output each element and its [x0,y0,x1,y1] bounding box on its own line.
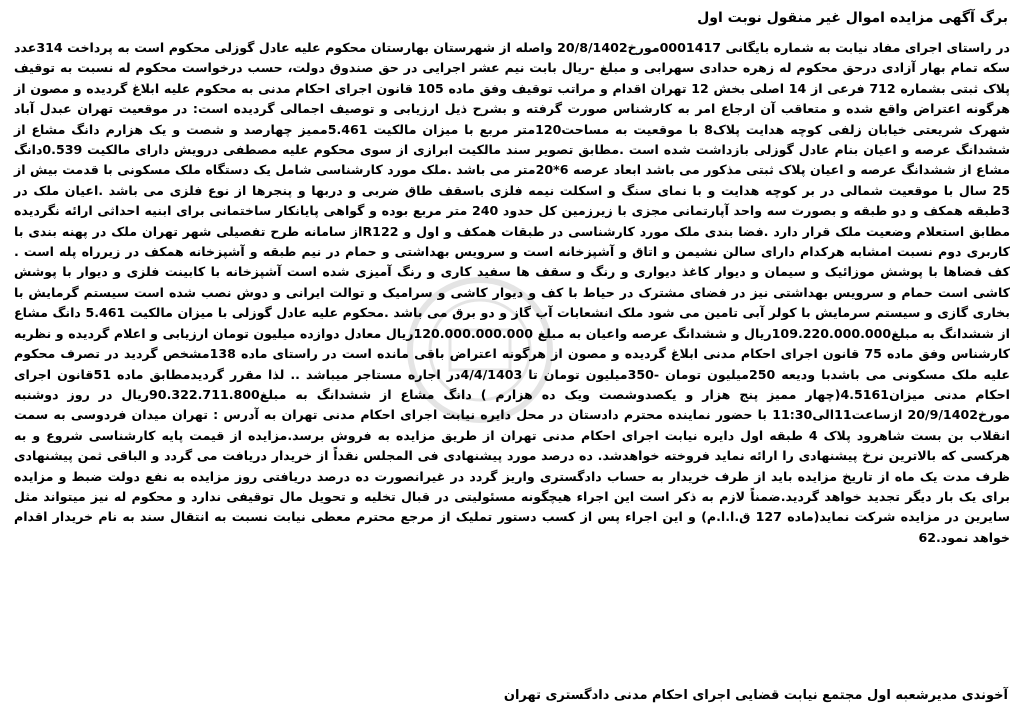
notice-body: در راستای اجرای مفاد نیابت به شماره بایگانی 0001417مورخ20/8/1402 واصله از شهرستان بهارستان محکوم علیه عادل گوزلی محکوم است به پرداخت 314عدد سکه تمام بهار آزادی درحق محکوم له زهره حدادی سهرابی و مبلغ -ریال بابت نیم عشر اجرایی در حق صندوق دولت، حسب درخواست محکوم له نسبت به توقیف پلاک ثبتی بشماره 712 فرعی از 14 اصلی بخش 12 تهران اقدام و مراتب توقیف وفق ماده 105 قانون اجرای احکام مدنی به محکوم علیه ابلاغ گردیده و مصون از هرگونه اعتراض واقع شده و متعاقب آن ارجاع امر به کارشناس صورت گرفته و بشرح ذیل ارزیابی و توصیف اجمالی گردیده است: در موقعیت تهران عبدل آباد شهرک شریعتی خیابان زلفی کوچه هدایت پلاک8 با موقعیت به مساحت120متر مربع با میزان مالکیت 5.461ممیز چهارصد و شصت و یک هزارم دانگ مشاع از ششدانگ عرصه و اعیان بنام عادل گوزلی بازداشت شده است .مطابق تصویر سند مالکیت ابرازی از سوی محکوم علیه مصطفی درویش دارای مالکیت 0.539دانگ مشاع از ششدانگ عرصه و اعیان پلاک ثبتی مذکور می باشد ابعاد عرصه 6*20متر می باشد .ملک مورد کارشناسی شامل یک دستگاه ملک مسکونی با قدمت بیش از 25 سال با موقعیت شمالی در بر کوچه هدایت و با نمای سنگ و اسکلت نیمه فلزی باسقف طاق ضربی و دربها و پنجرها از نوع فلزی می باشد .اعیان ملک در 3طبقه همکف و دو طبقه و بصورت سه واحد آپارتمانی مجزی با زیرزمین کل حدود 240 متر مربع بوده و گواهی پایانکار ساختمانی برای ابنیه احداثی ارائه نگردیده مطابق استعلام وضعیت ملک قرار دارد .فضا بندی ملک مورد کارشناسی در طبقات همکف و اول و R122از سامانه طرح تفصیلی شهر تهران ملک در پهنه بندی با کاربری دوم نسبت امشابه هرکدام دارای سالن نشیمن و اتاق و آشپزخانه است و سرویس بهداشتی و حمام در نیم طبقه و آشپزخانه همکف در زیرراه پله است . کف فضاها با پوشش موزائیک و سیمان و دیوار کاغذ دیواری و رنگ و سقف ها سفید کاری و رنگ آمیزی شده است آشپزخانه با کابینت فلزی و دیوار با پوشش کاشی است حمام و سرویس بهداشتی نیز در فضای مشترک در حیاط با کف و دیوار کاشی و سرامیک و توالت ایرانی و دوش نصب شده است سیستم گرمایش با بخاری گازی و سیستم سرمایش با کولر آبی تامین می شود ملک انشعابات آب گاز و دو برق می باشد .محکوم علیه عادل گوزلی با میزان مالکیت 5.461 دانگ مشاع از ششدانگ به مبلغ109.220.000.000ریال و ششدانگ عرصه واعیان به مبلغ 120.000.000.000ریال معادل دوازده میلیون تومان ارزیابی و اعلام گردیده و نظریه کارشناس وفق ماده 75 قانون اجرای احکام مدنی ابلاغ گردیده و مصون از هرگونه اعتراض باقی مانده است در راستای ماده 138مشخص گردید در تصرف محکوم علیه ملک مسکونی می باشدبا ودیعه 250میلیون تومان -350میلیون تومان تا 4/4/1403در اجاره مستاجر میباشد .. لذا مقرر گردیدمطابق ماده 51قانون اجرای احکام مدنی میزان4.5161(چهار ممیز پنج هزار و یکصدوشصت ویک ده هزارم ) دانگ مشاع از ششدانگ به مبلغ90.322.711.800ریال در روز دوشنبه مورخ20/9/1402 ازساعت11الی11:30 با حضور نماینده محترم دادستان در محل دایره نیابت اجرای احکام مدنی تهران به آدرس : تهران میدان فردوسی به سمت انقلاب بن بست شاهرود پلاک 4 طبقه اول دایره نیابت اجرای احکام مدنی تهران از طریق مزایده به فروش برسد.مزایده از قیمت پایه کارشناسی شروع و به هرکسی که بالاترین نرخ پیشنهادی را ارائه نماید فروخته خواهدشد. ده درصد مورد پیشنهادی فی المجلس نقداً از خریدار دریافت می گردد و الباقی ثمن پیشنهادی ظرف مدت یک ماه از تاریخ مزایده باید از طرف خریدار به حساب دادگستری واریز گردد در غیرانصورت ده درصد دریافتی روز مزایده به نفع دولت ضبط و مزایده برای یک بار دیگر تجدید خواهد گردید.ضمناً لازم به ذکر است این اجراء هیچگونه مسئولیتی در قبال تخلیه و تحویل مال توقیفی ندارد و محکوم له نیز میتواند مثل سایرین در مزایده شرکت نماید(ماده 127 ق.ا.ا.م) و این اجراء پس از کسب دستور تملیک از مرجع محترم معطی نیابت نسبت به انتقال سند به نام خریدار اقدام خواهد نمود.62 [14,40,1011,545]
notice-signature: آخوندی مدیرشعبه اول مجتمع نیابت قضایی اجرای احکام مدنی دادگستری تهران [503,688,1008,703]
notice-title: برگ آگهی مزایده اموال غیر منقول نوبت اول [697,10,1008,26]
